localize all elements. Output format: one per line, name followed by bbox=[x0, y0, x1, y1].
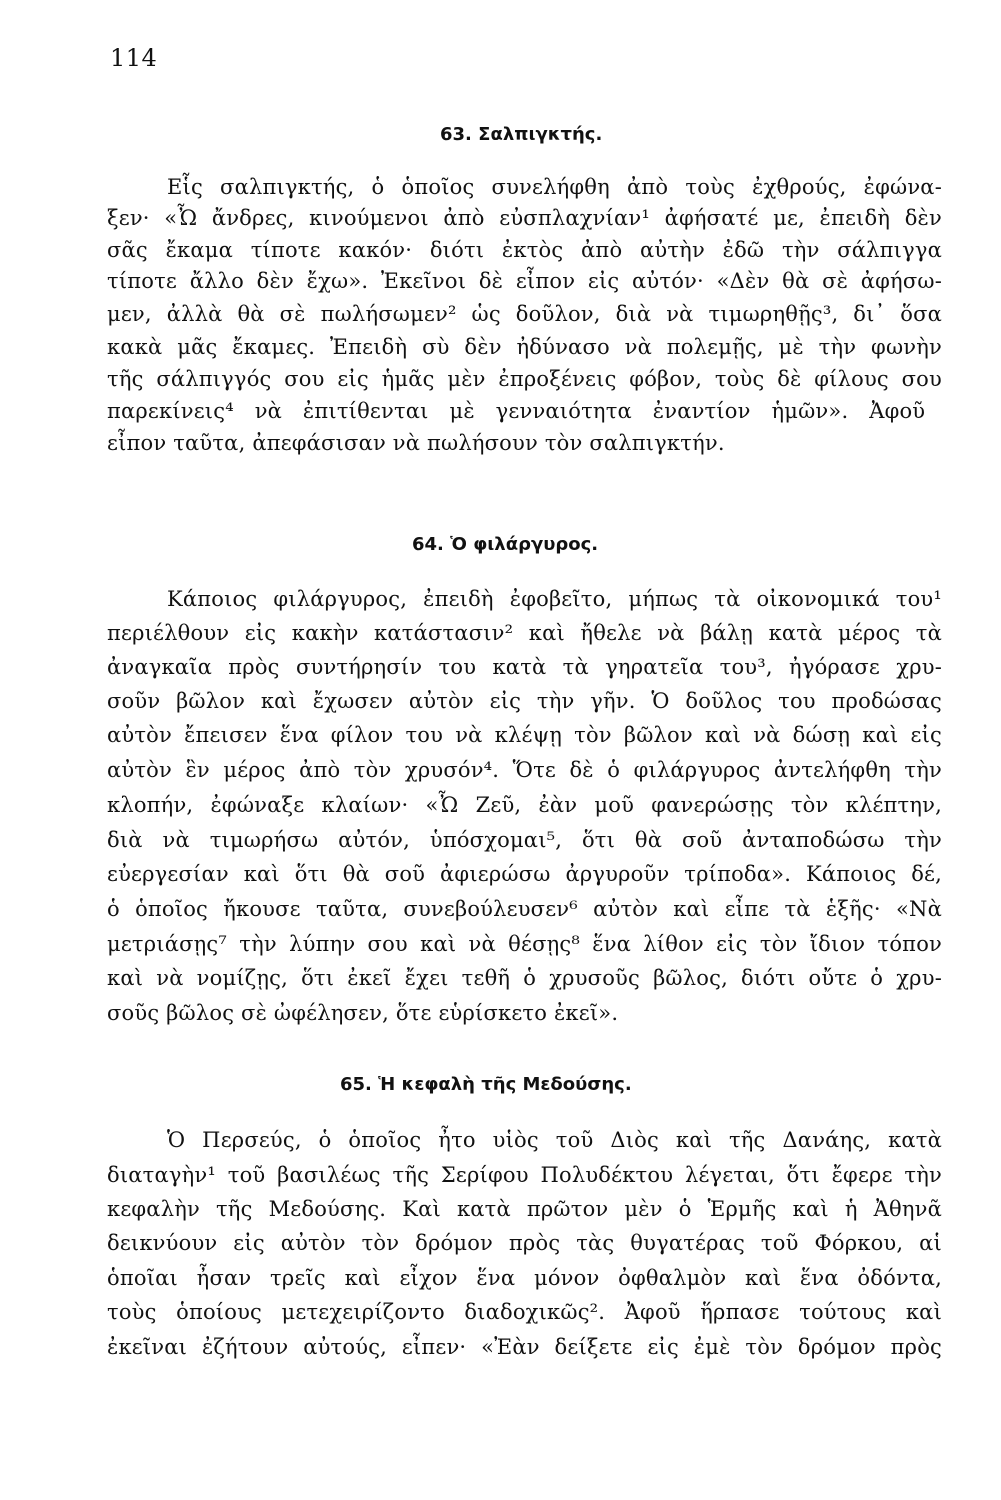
text-line: μετριάσῃς⁷ τὴν λύπην σου καὶ νὰ θέσῃς⁸ ἕνα λίθον εἰς τὸν ἴδιον τόπον bbox=[107, 932, 942, 956]
text-line: ἐκεῖναι ἐζήτουν αὐτούς, εἶπεν· «Ἐὰν δείξετε εἰς ἐμὲ τὸν δρόμον πρὸς bbox=[107, 1335, 942, 1359]
text-line: Ὁ Περσεύς, ὁ ὁποῖος ἦτο υἱὸς τοῦ Διὸς καὶ τῆς Δανάης, κατὰ bbox=[167, 1128, 942, 1152]
text-line: καὶ νὰ νομίζῃς, ὅτι ἐκεῖ ἔχει τεθῆ ὁ χρυσοῦς βῶλος, διότι οὔτε ὁ χρυ- bbox=[107, 966, 942, 990]
text-line: εἶπον ταῦτα, ἀπεφάσισαν νὰ πωλήσουν τὸν σαλπιγκτήν. bbox=[107, 431, 725, 455]
text-line: σοῦν βῶλον καὶ ἔχωσεν αὐτὸν εἰς τὴν γῆν. Ὁ δοῦλος του προδώσας bbox=[107, 689, 942, 713]
text-line: αὐτὸν ἔπεισεν ἕνα φίλον του νὰ κλέψῃ τὸν βῶλον καὶ νὰ δώσῃ καὶ εἰς bbox=[107, 723, 942, 747]
text-line: διὰ νὰ τιμωρήσω αὐτόν, ὑπόσχομαι⁵, ὅτι θὰ σοῦ ἀνταποδώσω τὴν bbox=[107, 828, 942, 852]
text-line: ἀναγκαῖα πρὸς συντήρησίν του κατὰ τὰ γηρατεῖα του³, ἠγόρασε χρυ- bbox=[107, 655, 942, 679]
text-line: παρεκίνεις⁴ νὰ ἐπιτίθενται μὲ γενναιότητα ἐναντίον ἡμῶν». Ἀφοῦ bbox=[107, 399, 926, 423]
text-line: ξεν· «Ὦ ἄνδρες, κινούμενοι ἀπὸ εὐσπλαχνίαν¹ ἀφήσατέ με, ἐπειδὴ δὲν bbox=[107, 206, 942, 230]
text-line: σᾶς ἔκαμα τίποτε κακόν· διότι ἐκτὸς ἀπὸ αὐτὴν ἐδῶ τὴν σάλπιγγα bbox=[107, 238, 942, 262]
text-line: διαταγὴν¹ τοῦ βασιλέως τῆς Σερίφου Πολυδέκτου λέγεται, ὅτι ἔφερε τὴν bbox=[107, 1163, 942, 1187]
text-line: Εἷς σαλπιγκτής, ὁ ὁποῖος συνελήφθη ἀπὸ τοὺς ἐχθρούς, ἐφώνα- bbox=[167, 175, 942, 199]
text-line: κεφαλὴν τῆς Μεδούσης. Καὶ κατὰ πρῶτον μὲν ὁ Ἑρμῆς καὶ ἡ Ἀθηνᾶ bbox=[107, 1197, 942, 1221]
section-heading: 63. Σαλπιγκτής. bbox=[440, 124, 603, 145]
text-line: τίποτε ἄλλο δὲν ἔχω». Ἐκεῖνοι δὲ εἶπον εἰς αὐτόν· «Δὲν θὰ σὲ ἀφήσω- bbox=[107, 269, 942, 293]
text-line: σοῦς βῶλος σὲ ὠφέλησεν, ὅτε εὑρίσκετο ἐκεῖ». bbox=[107, 1001, 619, 1025]
text-line: δεικνύουν εἰς αὐτὸν τὸν δρόμον πρὸς τὰς θυγατέρας τοῦ Φόρκου, αἱ bbox=[107, 1231, 942, 1255]
text-line: κακὰ μᾶς ἔκαμες. Ἐπειδὴ σὺ δὲν ἠδύνασο νὰ πολεμῇς, μὲ τὴν φωνὴν bbox=[107, 335, 942, 359]
text-line: Κάποιος φιλάργυρος, ἐπειδὴ ἐφοβεῖτο, μήπως τὰ οἰκονομικά του¹ bbox=[167, 587, 942, 611]
text-line: τῆς σάλπιγγός σου εἰς ἡμᾶς μὲν ἐπροξένεις φόβον, τοὺς δὲ φίλους σου bbox=[107, 367, 942, 391]
text-line: κλοπήν, ἐφώναξε κλαίων· «Ὦ Ζεῦ, ἐὰν μοῦ φανερώσῃς τὸν κλέπτην, bbox=[107, 793, 942, 817]
section-heading: 64. Ὁ φιλάργυρος. bbox=[412, 534, 599, 555]
text-line: εὐεργεσίαν καὶ ὅτι θὰ σοῦ ἀφιερώσω ἀργυροῦν τρίποδα». Κάποιος δέ, bbox=[107, 862, 942, 886]
text-line: ὁποῖαι ἦσαν τρεῖς καὶ εἶχον ἕνα μόνον ὀφθαλμὸν καὶ ἕνα ὀδόντα, bbox=[107, 1266, 942, 1290]
text-line: ὁ ὁποῖος ἤκουσε ταῦτα, συνεβούλευσεν⁶ αὐτὸν καὶ εἶπε τὰ ἑξῆς· «Νὰ bbox=[107, 897, 942, 921]
text-line: περιέλθουν εἰς κακὴν κατάστασιν² καὶ ἤθελε νὰ βάλῃ κατὰ μέρος τὰ bbox=[107, 621, 942, 645]
text-line: μεν, ἀλλὰ θὰ σὲ πωλήσωμεν² ὡς δοῦλον, διὰ νὰ τιμωρηθῇς³, δι᾽ ὅσα bbox=[107, 302, 942, 326]
page-number: 114 bbox=[110, 44, 158, 72]
section-heading: 65. Ἡ κεφαλὴ τῆς Μεδούσης. bbox=[340, 1074, 632, 1095]
text-line: αὐτὸν ἓν μέρος ἀπὸ τὸν χρυσόν⁴. Ὅτε δὲ ὁ φιλάργυρος ἀντελήφθη τὴν bbox=[107, 758, 942, 782]
text-line: τοὺς ὁποίους μετεχειρίζοντο διαδοχικῶς². Ἀφοῦ ἥρπασε τούτους καὶ bbox=[107, 1300, 942, 1324]
